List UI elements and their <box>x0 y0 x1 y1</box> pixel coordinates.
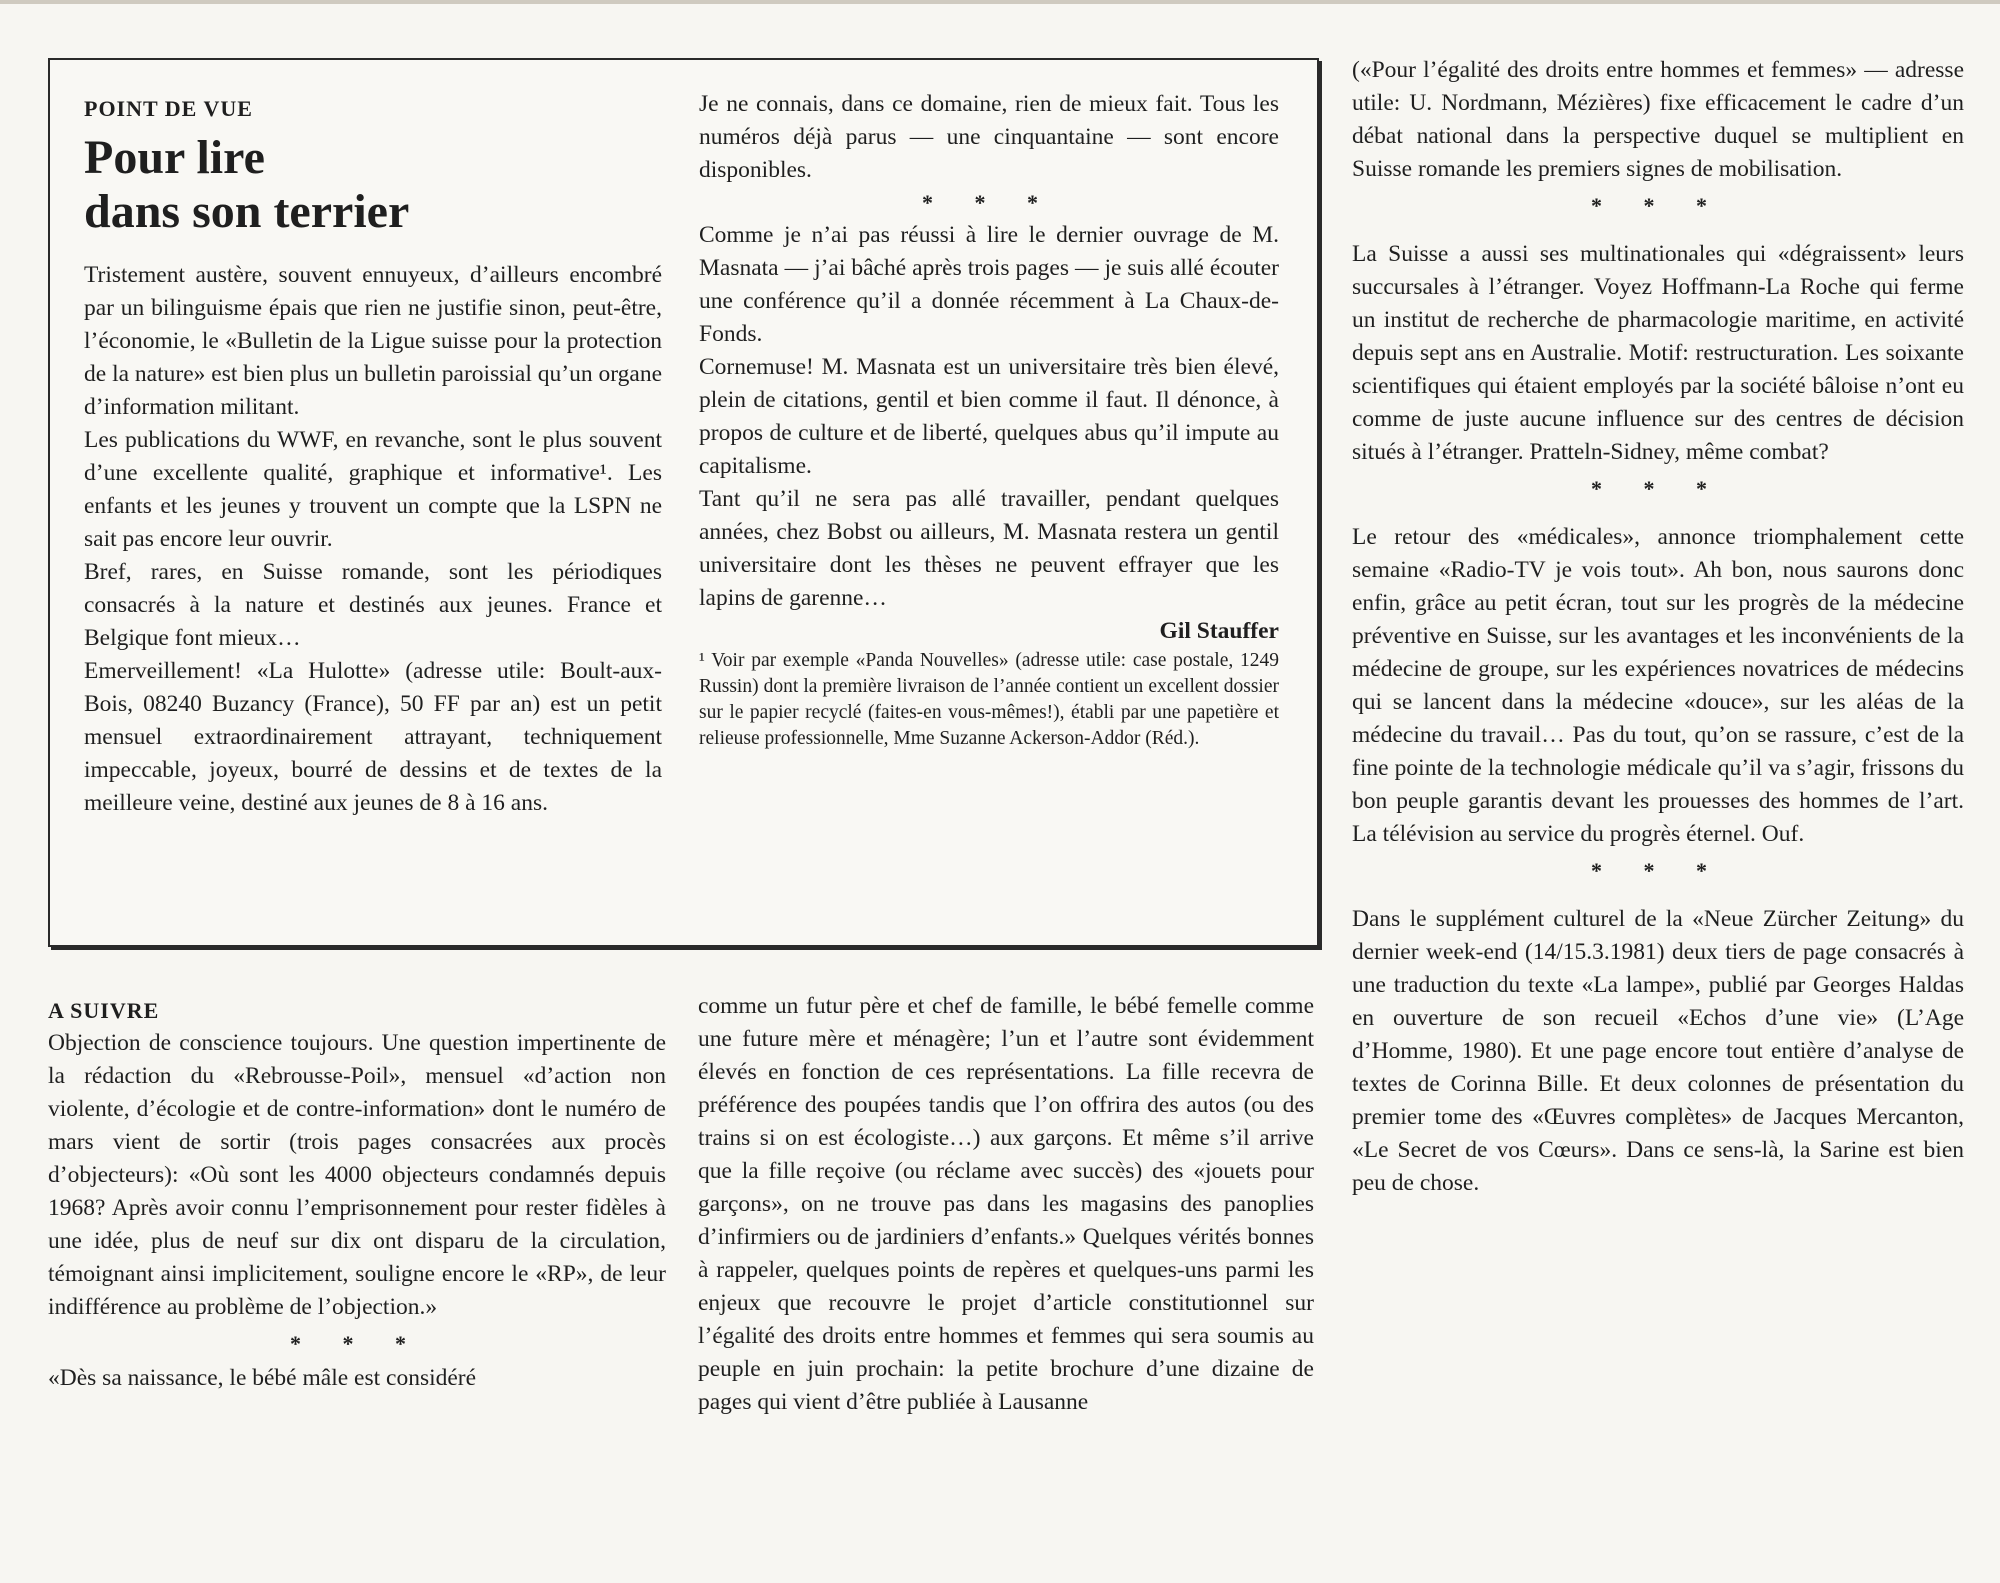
suivre-column-left <box>48 994 666 1395</box>
headline-line-2: dans son terrier <box>84 185 410 238</box>
author-signature: Gil Stauffer <box>1159 618 1279 644</box>
paragraph: Bref, rares, en Suisse romande, sont les périodiques consacrés à la nature et destinés aux jeunes. France et Belgique font mieux… <box>84 559 662 651</box>
section-kicker: POINT DE VUE <box>84 96 253 121</box>
box-column-right <box>699 88 1279 752</box>
paragraph: Dans le supplément culturel de la «Neue Zürcher Zeitung» du dernier week-end (14/15.3.1981) deux tiers de page consacrés à une traduction du texte «La lampe», publié par Georges Haldas en ouverture de son recueil «Echos d’une vie» (L’Age d’Homme, 1980). Et une page encore tout entière d’analyse de textes de Corinna Bille. Et deux colonnes de présentation du premier tome des «Œuvres complètes» de Jacques Mercanton, «Le Secret de vos Cœurs». Dans ce sens-là, la Sarine est bien peu de chose. <box>1352 906 1964 1196</box>
paragraph: La Suisse a aussi ses multinationales qui «dégraissent» leurs succursales à l’étranger. Voyez Hoffmann-La Roche qui ferme un institut de recherche de pharmacologie maritime, en activité depuis sept ans en Australie. Motif: restructuration. Les soixante scientifiques qui étaient employés par la société bâloise n’ont eu comme de juste aucune influence sur des centres de décision situés à l’étranger. Pratteln-Sidney, même combat? <box>1352 241 1964 465</box>
section-separator: * * * <box>1591 858 1725 883</box>
page-top-rule <box>0 0 2000 4</box>
article-headline <box>84 131 662 239</box>
paragraph: Emerveillement! «La Hulotte» (adresse utile: Boult-aux-Bois, 08240 Buzancy (France), 50 FF par an) est un petit mensuel extraordinairement attrayant, techniquement impeccable, joyeux, bourré de dessins et de textes de la meilleure veine, destiné aux jeunes de 8 à 16 ans. <box>84 658 662 816</box>
section-heading: A SUIVRE <box>48 998 160 1023</box>
section-separator: * * * <box>1591 476 1725 501</box>
paragraph: Les publications du WWF, en revanche, sont le plus souvent d’une excellente qualité, graphique et informative¹. Les enfants et les jeunes y trouvent un compte que la LSPN ne sait pas encore leur ouvrir. <box>84 427 662 552</box>
paragraph: Cornemuse! M. Masnata est un universitaire très bien élevé, plein de citations, gentil et bien comme il faut. Il dénonce, à propos de culture et de liberté, quelques abus qu’il impute au capitalisme. <box>699 354 1279 479</box>
section-separator: * * * <box>290 1331 424 1356</box>
section-separator: * * * <box>922 190 1056 215</box>
section-separator: * * * <box>1591 193 1725 218</box>
paragraph: comme un futur père et chef de famille, le bébé femelle comme une future mère et ménagère; l’un et l’autre sont évidemment élevés en fonction de ces représentations. La fille recevra de préférence des poupées tandis que l’on offrira des autos (ou des trains si on est écologiste…) aux garçons. Et même s’il arrive que la fille reçoive (ou réclame avec succès) des «jouets pour garçons», on ne trouve pas dans les magasins des panoplies d’infirmiers ou de jardiniers d’enfants.» Quelques vérités bonnes à rappeler, quelques points de repères et quelques-uns parmi les enjeux que recouvre le projet d’article constitutionnel sur l’égalité des droits entre hommes et femmes qui sera soumis au peuple en juin prochain: la petite brochure d’une dizaine de pages qui vient d’être publiée à Lausanne <box>698 993 1314 1415</box>
paragraph: «Dès sa naissance, le bébé mâle est considéré <box>48 1365 477 1391</box>
paragraph: Objection de conscience toujours. Une question impertinente de la rédaction du «Rebrousse-Poil», mensuel «d’action non violente, d’écologie et de contre-information» dont le numéro de mars vient de sortir (trois pages consacrées aux procès d’objecteurs): «Où sont les 4000 objecteurs condamnés depuis 1968? Après avoir connu l’emprisonnement pour rester fidèles à une idée, plus de neuf sur dix ont disparu de la circulation, témoignant ainsi implicitement, souligne encore le «RP», de leur indifférence au problème de l’objection.» <box>48 1030 666 1320</box>
paragraph: Je ne connais, dans ce domaine, rien de mieux fait. Tous les numéros déjà parus — une cinquantaine — sont encore disponibles. <box>699 91 1279 183</box>
box-column-left <box>84 92 662 820</box>
paragraph: Le retour des «médicales», annonce triomphalement cette semaine «Radio-TV je vois tout». Ah bon, nous saurons donc enfin, grâce au petit écran, tout sur les progrès de la médecine préventive en Suisse, sur les avantages et les inconvénients de la médecine de groupe, sur les expériences novatrices de médecins qui se lancent dans la médecine «douce», sur les aléas de la médecine du travail… Pas du tout, qu’on se rassure, c’est de la fine pointe de la technologie médicale qu’il va s’agir, frissons du bon peuple garantis devant les prouesses des hommes de l’art. La télévision au service du progrès éternel. Ouf. <box>1352 524 1964 847</box>
headline-line-1: Pour lire <box>84 131 265 184</box>
footnote: ¹ Voir par exemple «Panda Nouvelles» (adresse utile: case postale, 1249 Russin) dont la première livraison de l’année contient un excellent dossier sur le papier recyclé (faites-en vous-mêmes!), établi par une papetière et relieuse professionnelle, Mme Suzanne Ackerson-Addor (Réd.). <box>699 650 1279 749</box>
paragraph: Tant qu’il ne sera pas allé travailler, pendant quelques années, chez Bobst ou ailleurs, M. Masnata restera un gentil universitaire dont les thèses ne peuvent effrayer que les lapins de garenne… <box>699 486 1279 611</box>
paragraph: («Pour l’égalité des droits entre hommes et femmes» — adresse utile: U. Nordmann, Mézières) fixe efficacement le cadre d’un débat national dans la perspective duquel se multiplient en Suisse romande les premiers signes de mobilisation. <box>1352 57 1964 182</box>
paragraph: Comme je n’ai pas réussi à lire le dernier ouvrage de M. Masnata — j’ai bâché après trois pages — je suis allé écouter une conférence qu’il a donnée récemment à La Chaux-de-Fonds. <box>699 222 1279 347</box>
paragraph: Tristement austère, souvent ennuyeux, d’ailleurs encombré par un bilinguisme épais que rien ne justifie sinon, peut-être, l’économie, le «Bulletin de la Ligue suisse pour la protection de la nature» est bien plus un bulletin paroissial qu’un organe d’information militant. <box>84 262 662 420</box>
right-column <box>1352 54 1964 1200</box>
suivre-column-middle <box>698 990 1314 1419</box>
